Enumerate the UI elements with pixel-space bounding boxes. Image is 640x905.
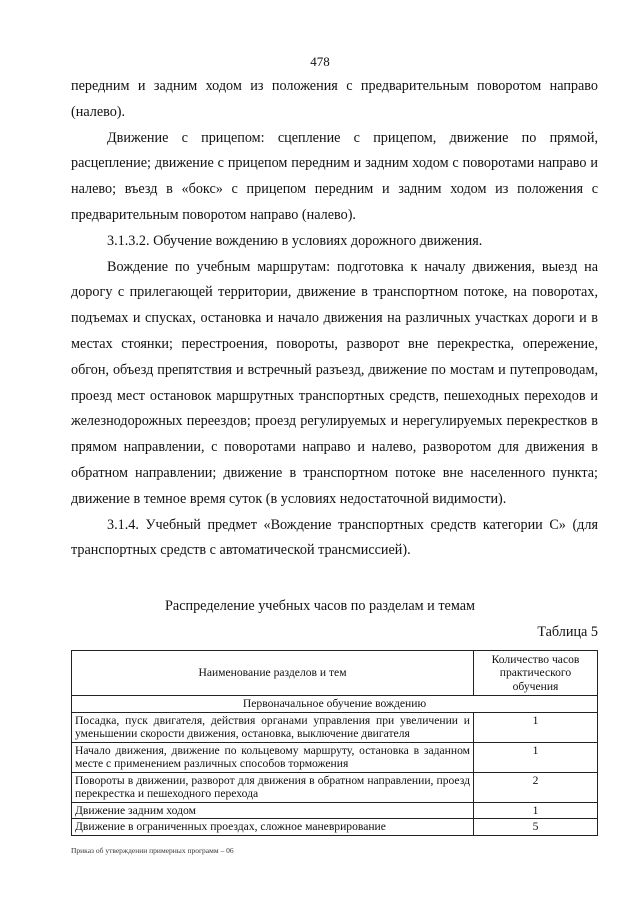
body-text xyxy=(71,74,598,564)
topic-cell: Начало движения, движение по кольцевому маршруту, остановка в заданном месте с применением различных способов торможения xyxy=(72,742,474,772)
hours-cell: 1 xyxy=(474,802,598,819)
section-title: Первоначальное обучение вождению xyxy=(72,696,598,713)
paragraph: передним и задним ходом из положения с предварительным поворотом направо (налево). xyxy=(71,78,598,120)
page-footer: Приказ об утверждении примерных программ – 06 xyxy=(71,846,234,855)
topic-cell: Движение в ограниченных проездах, сложное маневрирование xyxy=(72,819,474,836)
table-header-row xyxy=(72,651,598,696)
hours-cell: 5 xyxy=(474,819,598,836)
table-section-row xyxy=(72,696,598,713)
table-label: Таблица 5 xyxy=(537,624,598,640)
topic-cell: Движение задним ходом xyxy=(72,802,474,819)
section-heading: 3.1.4. Учебный предмет «Вождение транспортных средств категории С» (для транспортных средств с автоматической трансмиссией). xyxy=(71,516,598,559)
hours-cell: 1 xyxy=(474,742,598,772)
table-row xyxy=(72,819,598,836)
paragraph: Движение с прицепом: сцепление с прицепом, движение по прямой, расцепление; движение с прицепом передним и задним ходом с поворотами направо и налево; въезд в «бокс» с прицепом передним и задним ходом из положения с предварительным поворотом направо (налево). xyxy=(71,129,598,223)
table-row xyxy=(72,772,598,802)
column-header-topics: Наименование разделов и тем xyxy=(72,651,474,696)
hours-cell: 2 xyxy=(474,772,598,802)
hours-table xyxy=(71,650,598,836)
topic-cell: Посадка, пуск двигателя, действия органами управления при увеличении и уменьшении скорости движения, остановка, выключение двигателя xyxy=(72,712,474,742)
table-row xyxy=(72,712,598,742)
column-header-hours: Количество часов практического обучения xyxy=(474,651,598,696)
page-number: 478 xyxy=(310,54,330,69)
topic-cell: Повороты в движении, разворот для движения в обратном направлении, проезд перекрестка и пешеходного перехода xyxy=(72,772,474,802)
paragraph: Вождение по учебным маршрутам: подготовка к началу движения, выезд на дорогу с прилегающей территории, движение в транспортном потоке, на поворотах, подъемах и спусках, остановка и начало движения на различных участках дороги и в местах стоянки; перестроения, повороты, разворот вне перекрестка, опережение, обгон, объезд препятствия и встречный разъезд, движение по мостам и путепроводам, проезд мест остановок маршрутных транспортных средств, пешеходных переходов и железнодорожных переездов; проезд регулируемых и нерегулируемых перекрестков в прямом направлении, с поворотами направо и налево, разворотом для движения в обратном направлении; движение в транспортном потоке вне населенного пункта; движение в темное время суток (в условиях недостаточной видимости). xyxy=(71,258,598,507)
table-caption: Распределение учебных часов по разделам и темам xyxy=(165,598,475,614)
table-row xyxy=(72,802,598,819)
table-row xyxy=(72,742,598,772)
subsection-heading: 3.1.3.2. Обучение вождению в условиях дорожного движения. xyxy=(107,232,483,249)
hours-cell: 1 xyxy=(474,712,598,742)
